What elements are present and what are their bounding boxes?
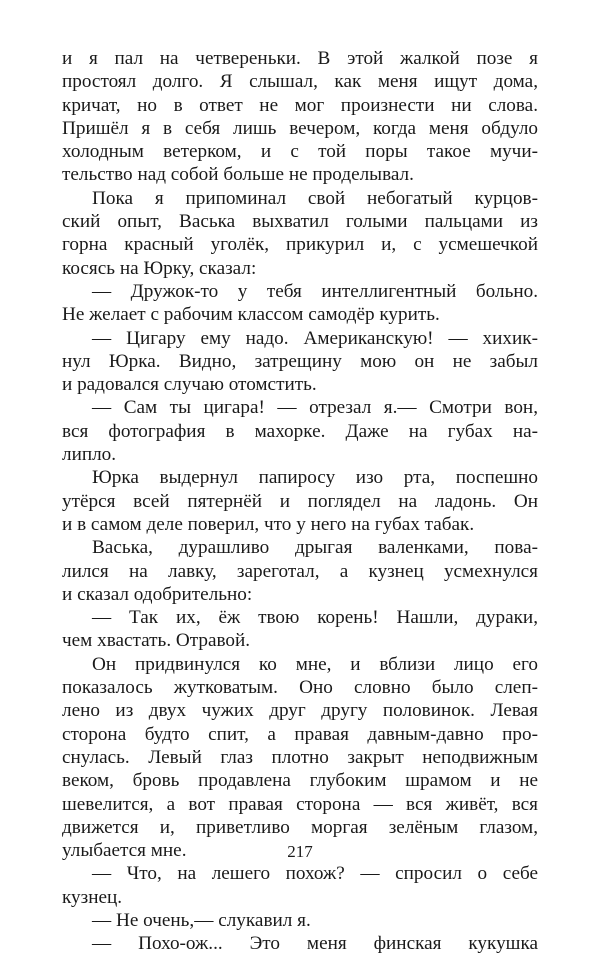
- text-line: показалось жутковатым. Оно словно было слеп-: [62, 677, 538, 699]
- text-line: липло.: [62, 444, 117, 466]
- text-line: косясь на Юрку, сказал:: [62, 257, 257, 279]
- text-line: сторона будто спит, а правая давным-давно про-: [62, 723, 538, 745]
- text-line: веком, бровь продавлена глубоким шрамом и не: [62, 770, 538, 792]
- text-line: Пока я припоминал свой небогатый курцов-: [92, 187, 538, 209]
- text-line: вся фотография в махорке. Даже на губах на-: [62, 420, 538, 442]
- text-line: простоял долго. Я слышал, как меня ищут дома,: [62, 71, 538, 93]
- text-line: холодным ветерком, и с той поры такое мучи-: [62, 141, 538, 163]
- text-line: нул Юрка. Видно, затрещину мою он не забыл: [62, 350, 538, 372]
- text-line: снулась. Левый глаз плотно закрыт неподвижным: [62, 746, 538, 768]
- text-line: кричат, но в ответ не мог произнести ни слова.: [62, 94, 538, 116]
- text-line: движется и, приветливо моргая зелёным глазом,: [62, 816, 538, 838]
- text-line: улыбается мне.: [62, 840, 187, 862]
- text-line: и в самом деле поверил, что у него на губах табак.: [62, 513, 475, 535]
- text-line: Он придвинулся ко мне, и вблизи лицо его: [92, 653, 538, 675]
- text-line: утёрся всей пятернёй и поглядел на ладонь. Он: [62, 490, 538, 512]
- text-line: лился на лавку, зареготал, а кузнец усмехнулся: [62, 560, 538, 582]
- text-line: шевелится, а вот правая сторона — вся живёт, вся: [62, 793, 538, 815]
- text-line: горна красный уголёк, прикурил и, с усмешечкой: [62, 234, 538, 256]
- text-line: Васька, дурашливо дрыгая валенками, пова-: [92, 537, 538, 559]
- body-text: [62, 47, 538, 956]
- text-line: тельство над собой больше не проделывал.: [62, 164, 414, 186]
- text-line: лено из двух чужих друг другу половинок. Левая: [62, 700, 538, 722]
- text-line: Юрка выдернул папиросу изо рта, поспешно: [92, 467, 538, 489]
- text-line: — Дружок-то у тебя интеллигентный больно.: [92, 280, 538, 302]
- text-line: — Цигару ему надо. Американскую! — хихик-: [92, 327, 538, 349]
- text-line: и сказал одобрительно:: [62, 583, 253, 605]
- text-line: — Не очень,— слукавил я.: [92, 909, 311, 931]
- text-line: и радовался случаю отомстить.: [62, 374, 317, 396]
- text-line: Не желает с рабочим классом самодёр курить.: [62, 304, 440, 326]
- text-line: — Сам ты цигара! — отрезал я.— Смотри вон,: [92, 397, 538, 419]
- text-line: чем хвастать. Отравой.: [62, 630, 251, 652]
- text-line: и я пал на четвереньки. В этой жалкой позе я: [62, 48, 538, 69]
- text-line: — Похо-ож... Это меня финская кукушка: [92, 933, 538, 955]
- text-line: Пришёл я в себя лишь вечером, когда меня обдуло: [62, 117, 538, 139]
- text-line: — Так их, ёж твою корень! Нашли, дураки,: [92, 607, 538, 629]
- text-line: кузнец.: [62, 886, 123, 908]
- text-line: — Что, на лешего похож? — спросил о себе: [92, 863, 538, 885]
- text-line: ский опыт, Васька выхватил голыми пальцами из: [62, 211, 538, 233]
- page-number: 217: [287, 842, 313, 861]
